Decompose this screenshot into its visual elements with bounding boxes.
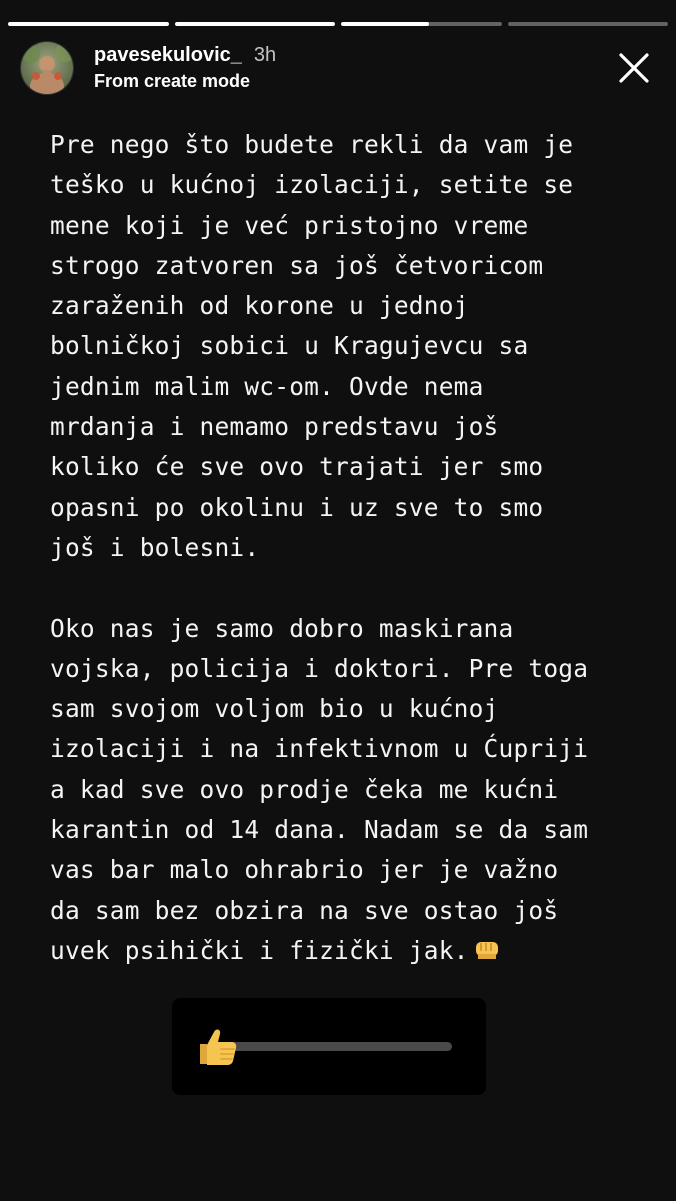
story-text-line [50,649,660,689]
story-text-line-content: sam svojom voljom bio u kućnoj [50,694,499,724]
story-subtitle: From create mode [94,71,251,91]
story-text-line-content: a kad sve ovo prodje čeka me kućni [50,774,559,804]
emoji-slider-sticker[interactable] [172,998,486,1095]
story-text-line [50,367,660,407]
story-text-line [50,165,660,205]
story-text-line [50,447,660,487]
story-text-line [50,810,660,850]
story-text-line-content: koliko će sve ovo trajati jer smo [50,452,544,482]
story-paragraph-2 [50,609,660,972]
progress-segment-4 [508,22,669,26]
story-text-line [50,206,660,246]
story-text-line [50,286,660,326]
story-text-line-content: vojska, policija i doktori. Pre toga [50,653,589,683]
story-text-line-content: mene koji je već pristojno vreme [50,210,529,240]
story-text-line [50,931,660,971]
progress-segment-1 [8,22,169,26]
thumbs-up-icon[interactable] [194,1024,240,1070]
story-text-line-content: izolaciji i na infektivnom u Ćupriji [50,734,589,764]
progress-segment-3 [341,22,502,26]
story-text-line-content: još i bolesni. [50,532,260,562]
story-text-line-content: opasni po okolinu i uz sve to smo [50,492,544,522]
author-username[interactable]: pavesekulovic_ [94,44,242,66]
story-text-line [50,891,660,931]
story-text-line-content: karantin od 14 dana. Nadam se da sam [50,815,589,845]
story-progress-bar [8,22,668,26]
story-text-line-content: teško u kućnoj izolaciji, setite se [50,170,574,200]
story-text-line-content: Pre nego što budete rekli da vam je [50,130,574,159]
story-text-line-content: mrdanja i nemamo predstavu još [50,412,499,442]
story-text-line [50,770,660,810]
close-icon [614,48,654,88]
story-text-line-content: bolničkoj sobici u Kragujevcu sa [50,331,529,361]
story-text-line [50,729,660,769]
avatar[interactable] [20,41,74,95]
story-text-line [50,689,660,729]
story-text-line-content: jednim malim wc-om. Ovde nema [50,371,484,401]
story-paragraph-1 [50,125,660,568]
story-text-line [50,246,660,286]
story-header [20,40,660,96]
post-time: 3h [253,44,277,66]
avatar-photo [21,42,73,94]
story-text-line [50,125,660,165]
story-text-line [50,528,660,568]
story-text [50,125,660,971]
progress-segment-2 [175,22,336,26]
story-text-line-content: zaraženih od korone u jednoj [50,291,469,321]
close-button[interactable] [614,48,654,88]
story-text-line-content: da sam bez obzira na sve ostao još [50,895,559,925]
story-text-line-content: Oko nas je samo dobro maskirana [50,613,514,643]
story-text-line-content: uvek psihički i fizički jak. [50,935,469,965]
author-meta [94,44,276,92]
story-text-line [50,609,660,649]
story-text-line-content: vas bar malo ohrabrio jer je važno [50,855,559,885]
story-text-line [50,488,660,528]
story-text-line [50,407,660,447]
emoji-slider-track[interactable] [216,1042,452,1051]
story-text-line [50,326,660,366]
story-text-line [50,850,660,890]
raised-fist-icon [473,934,501,958]
story-text-line-content: strogo zatvoren sa još četvoricom [50,250,544,280]
